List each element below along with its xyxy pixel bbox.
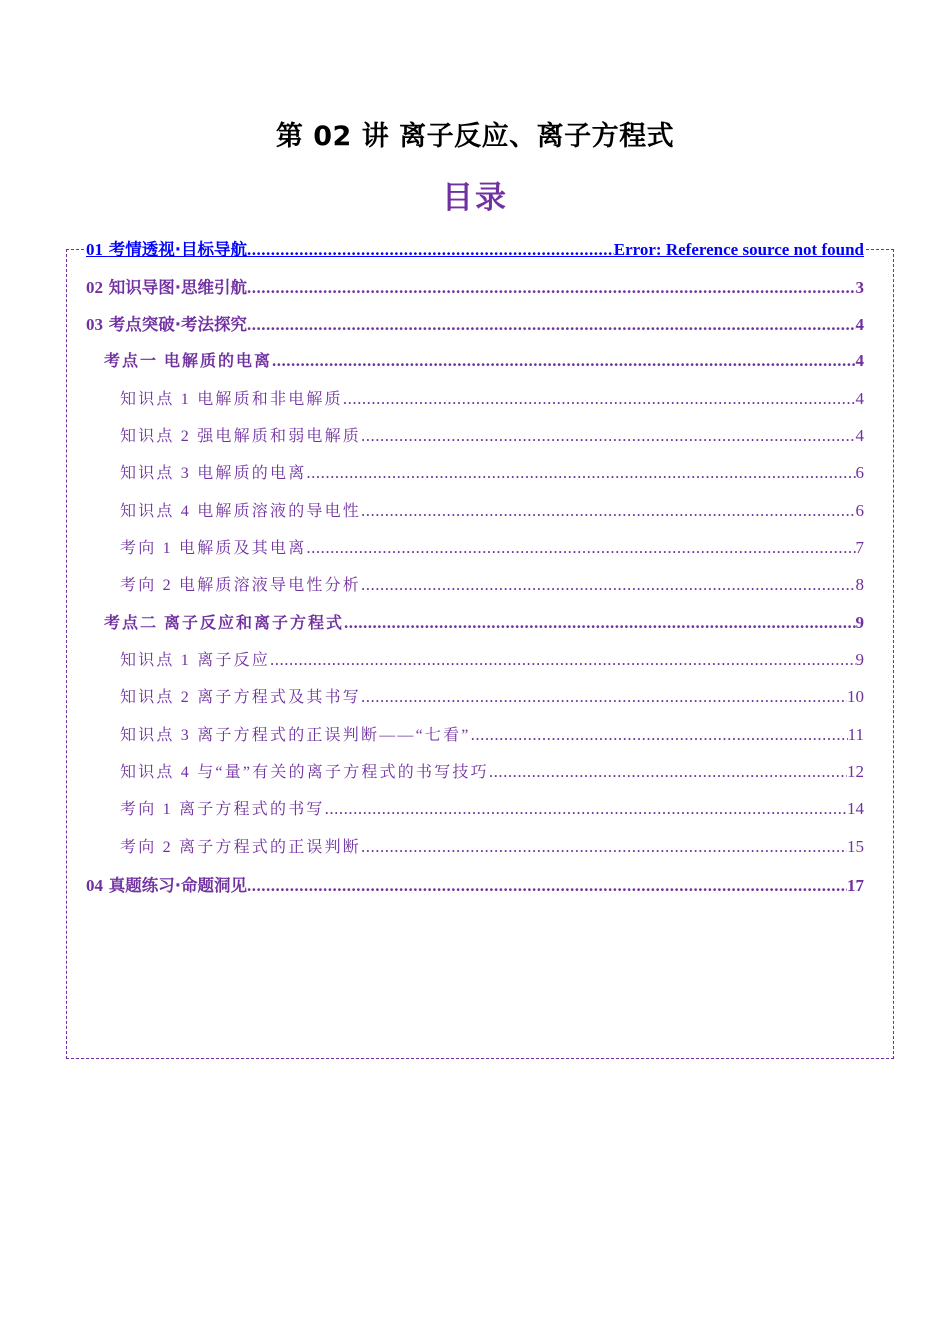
toc-entry-label: 知识点 1 离子反应 [120, 652, 271, 669]
toc-entry-page: 9 [855, 613, 864, 632]
toc-leader-dots [247, 315, 855, 335]
toc-entry-page: 4 [855, 426, 864, 445]
toc-entry-page: 17 [847, 876, 864, 895]
toc-entry-label: 知识点 4 电解质溶液的导电性 [120, 503, 362, 520]
toc-leader-dots [247, 876, 847, 896]
toc-entry-zhishidian-2-2[interactable] [86, 684, 864, 710]
toc-leader-dots [343, 389, 856, 409]
toc-entry-page: 10 [847, 687, 864, 706]
toc-leader-dots [361, 575, 855, 595]
toc-entry-label: 知识点 3 电解质的电离 [120, 465, 307, 482]
toc-entry-zhishidian-1-2[interactable] [86, 423, 864, 449]
toc-entry-label: 知识点 2 离子方程式及其书写 [120, 689, 362, 706]
toc-entry-page: 15 [847, 837, 864, 856]
toc-entry-label: 知识点 1 电解质和非电解质 [120, 391, 343, 408]
toc-leader-dots [306, 463, 855, 483]
document-title: 第 02 讲 离子反应、离子方程式 [275, 121, 675, 152]
toc-leader-dots [361, 501, 855, 521]
toc-entry-label: 考点突破·考法探究 [108, 315, 248, 334]
toc-entry-label: 真题练习·命题洞见 [108, 876, 248, 895]
toc-entry-label: 知识点 4 与“量”有关的离子方程式的书写技巧 [120, 764, 489, 781]
toc-entry-page: 4 [855, 389, 864, 408]
toc-entry-zhishidian-1-4[interactable] [86, 498, 864, 524]
toc-entry-kaodian-1[interactable] [86, 348, 864, 374]
toc-entry-label: 知识点 3 离子方程式的正误判断——“七看” [120, 727, 471, 744]
toc-leader-dots [344, 613, 855, 633]
toc-entry-03[interactable] [86, 311, 864, 337]
toc-entry-kaoxiang-2-1[interactable] [86, 796, 864, 822]
toc-entry-page: 9 [855, 650, 864, 669]
toc-entry-zhishidian-2-1[interactable] [86, 647, 864, 673]
toc-entry-number: 03 [86, 315, 103, 334]
toc-entry-page: 7 [855, 538, 864, 557]
toc-leader-dots [361, 687, 847, 707]
toc-entry-number: 04 [86, 876, 103, 895]
toc-heading: 目录 [442, 180, 508, 216]
toc-leader-dots [489, 762, 847, 782]
toc-entry-page: 12 [847, 762, 864, 781]
toc-entry-kaoxiang-1-1[interactable] [86, 535, 864, 561]
toc-entry-zhishidian-2-4[interactable] [86, 759, 864, 785]
toc-entry-page: 4 [855, 351, 864, 370]
toc-entry-kaoxiang-2-2[interactable] [86, 834, 864, 860]
toc-leader-dots [247, 278, 855, 298]
toc-entry-label: 考向 1 电解质及其电离 [120, 540, 307, 557]
toc-entry-zhishidian-2-3[interactable] [86, 722, 864, 748]
toc-entry-label: 考情透视·目标导航 [108, 240, 248, 259]
toc-entry-label: 考点二 离子反应和离子方程式 [104, 615, 345, 632]
toc-leader-dots [325, 799, 847, 819]
toc-leader-dots [361, 426, 855, 446]
toc-entry-zhishidian-1-3[interactable] [86, 460, 864, 486]
toc-entry-04[interactable] [86, 872, 864, 898]
toc-leader-dots [272, 351, 855, 371]
toc-entry-page: 14 [847, 799, 864, 818]
toc-leader-dots [471, 725, 848, 745]
toc-entry-page: 11 [847, 725, 864, 744]
toc-entry-page: 4 [855, 315, 864, 334]
toc-entry-page: 3 [855, 278, 864, 297]
toc-leader-dots [361, 837, 847, 857]
toc-entry-label: 考点一 电解质的电离 [104, 353, 273, 370]
toc-entry-label: 考向 1 离子方程式的书写 [120, 801, 325, 818]
toc-entry-label: 知识点 2 强电解质和弱电解质 [120, 428, 362, 445]
toc-entry-label: 知识导图·思维引航 [108, 278, 248, 297]
toc-entry-kaoxiang-1-2[interactable] [86, 572, 864, 598]
toc-entry-kaodian-2[interactable] [86, 610, 864, 636]
toc-leader-dots [247, 240, 614, 260]
toc-entry-02[interactable] [86, 274, 864, 300]
toc-entry-page: 8 [855, 575, 864, 594]
toc-entry-page: Error: Reference source not found [613, 240, 864, 259]
toc-leader-dots [270, 650, 855, 670]
toc-entry-number: 01 [86, 240, 103, 259]
toc-entry-zhishidian-1-1[interactable] [86, 386, 864, 412]
toc-entry-page: 6 [855, 463, 864, 482]
toc-entry-01[interactable] [86, 236, 864, 262]
toc-entry-page: 6 [855, 501, 864, 520]
toc-entry-label: 考向 2 离子方程式的正误判断 [120, 839, 362, 856]
toc-entry-number: 02 [86, 278, 103, 297]
toc-leader-dots [306, 538, 855, 558]
toc-entry-label: 考向 2 电解质溶液导电性分析 [120, 577, 362, 594]
